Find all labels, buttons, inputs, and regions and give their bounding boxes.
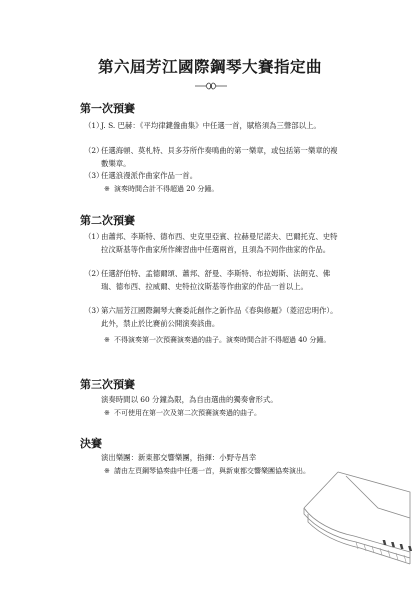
note-mark: ※	[104, 467, 110, 475]
round3-heading: 第三次預賽	[80, 378, 135, 391]
final-heading: 決賽	[80, 437, 102, 450]
round3-text: 演奏時間以 60 分鐘為限，為自由選曲的獨奏會形式。	[101, 395, 278, 404]
note-mark: ※	[104, 409, 110, 417]
note-mark: ※	[104, 185, 110, 193]
item-number: （1）	[84, 121, 104, 130]
note-text: 不得演奏第一次預賽演奏過的曲子。演奏時間合計不得超過 40 分鐘。	[114, 336, 331, 344]
round1-heading: 第一次預賽	[80, 102, 135, 115]
ornament-divider-icon	[194, 80, 228, 92]
final-text: 演出樂團：新東都交響樂團，指揮：小野寺昌幸	[101, 453, 257, 462]
item-text: 任選浪漫派作曲家作品一首。	[101, 171, 198, 180]
page-title: 第六屆芳江國際鋼琴大賽指定曲	[97, 57, 322, 76]
round2-heading: 第二次預賽	[80, 214, 135, 227]
note-text: 請由左頁鋼琴協奏曲中任選一首，與新東都交響樂團協奏演出。	[114, 467, 310, 475]
item-text: J. S. 巴赫：《平均律鍵盤曲集》中任選一首，賦格須為三聲部以上。	[101, 121, 321, 130]
item-text: 由蕭邦、李斯特、德布西、史克里亞賓、拉赫曼尼諾夫、巴爾托克、史特拉汶斯基等作曲家所作練習曲中任選兩首，且須為不同作曲家的作品。	[101, 232, 338, 254]
item-number: （1）	[84, 232, 104, 241]
note-text: 不可使用在第一次及第二次預賽演奏過的曲子。	[114, 409, 261, 417]
note-text: 演奏時間合計不得超過 20 分鐘。	[114, 185, 219, 193]
item-text: 第六屆芳江國際鋼琴大賽委託創作之新作品《春與修羅》（菱沼忠明作）。此外，禁止於比賽前公開演奏該曲。	[101, 306, 338, 328]
item-number: （3）	[84, 171, 104, 180]
item-number: （3）	[84, 306, 104, 315]
item-number: （2）	[84, 269, 104, 278]
item-text: 任選舒伯特、孟德爾頌、蕭邦、舒曼、李斯特、布拉姆斯、法朗克、佛瑞、德布西、拉威爾、史特拉汶斯基等作曲家的作品一首以上。	[101, 269, 331, 291]
item-text: 任選海頓、莫札特、貝多芬所作奏鳴曲的第一樂章，或包括第一樂章的複數樂章。	[101, 146, 338, 168]
grand-piano-icon	[294, 452, 412, 570]
note-mark: ※	[104, 336, 110, 344]
item-number: （2）	[84, 146, 104, 155]
